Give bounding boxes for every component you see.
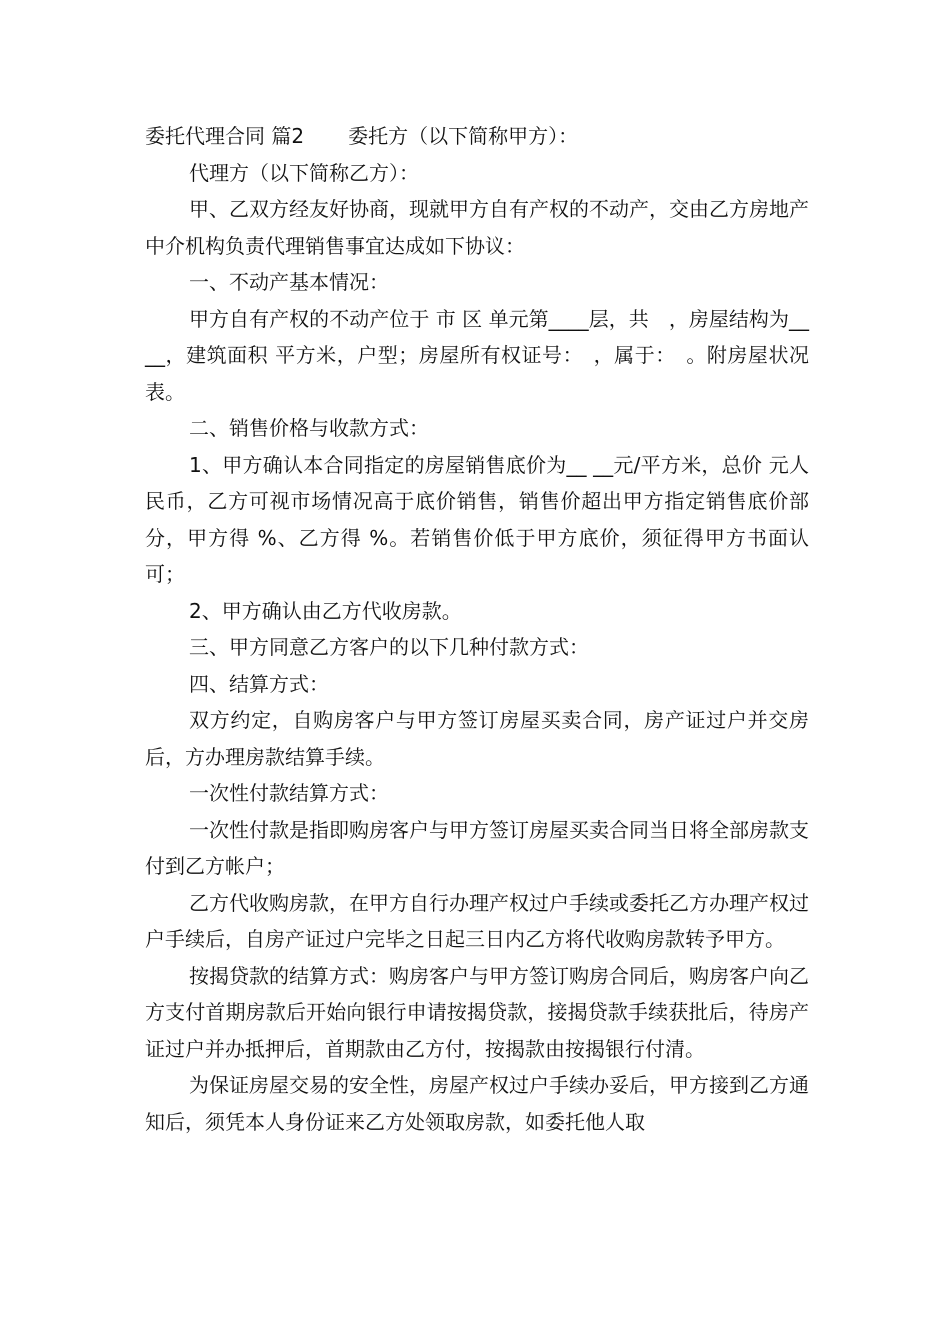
section-heading-settlement: 四、结算方式： [189,671,329,696]
party-b-line: 代理方（以下简称乙方）： [189,160,419,185]
settlement-agreement-paragraph: 双方约定，自购房客户与甲方签订房屋买卖合同，房产证过户并交房后，方办理房款结算手续。 [145,708,809,769]
document-body [145,118,809,1140]
collection-transfer-paragraph: 乙方代收购房款，在甲方自行办理产权过户手续或委托乙方办理产权过户手续后，自房产证过户完毕之日起三日内乙方将代收购房款转予甲方。 [145,890,809,951]
section-heading-payment: 三、甲方同意乙方客户的以下几种付款方式： [189,635,589,659]
price-clause-2: 2、甲方确认由乙方代收房款。 [189,598,462,623]
document-title: 委托代理合同 篇2 [145,124,305,148]
section-heading-price: 二、销售价格与收款方式： [189,416,429,440]
lump-sum-heading: 一次性付款结算方式： [189,781,389,805]
lump-sum-definition-paragraph: 一次性付款是指即购房客户与甲方签订房屋买卖合同当日将全部房款支付到乙方帐户； [145,817,809,878]
mortgage-settlement-paragraph: 按揭贷款的结算方式：购房客户与甲方签订购房合同后，购房客户向乙方支付首期房款后开始向银行申请按揭贷款，接揭贷款手续获批后，待房产证过户并办抵押后，首期款由乙方付，按揭款由按揭银行付清。 [145,963,809,1061]
party-a-line: 委托方（以下简称甲方）： [348,124,579,148]
title-line [145,118,809,155]
section-heading-property: 一、不动产基本情况： [189,270,389,294]
preamble-paragraph: 甲、乙双方经友好协商，现就甲方自有产权的不动产，交由乙方房地产中介机构负责代理销售事宜达成如下协议： [145,197,809,258]
security-paragraph: 为保证房屋交易的安全性，房屋产权过户手续办妥后，甲方接到乙方通知后，须凭本人身份证来乙方处领取房款，如委托他人取 [145,1073,809,1134]
property-details-paragraph: 甲方自有产权的不动产位于 市 区 单元第____层，共 ，房屋结构为__ __，建筑面积 平方米，户型；房屋所有权证号： ，属于： 。附房屋状况表。 [145,306,809,404]
price-clause-1: 1、甲方确认本合同指定的房屋销售底价为__ __元/平方米，总价 元人民币，乙方可视市场情况高于底价销售，销售价超出甲方指定销售底价部分，甲方得 %、乙方得 %。若销售价低于甲方底价，须征得甲方书面认可； [145,452,809,586]
